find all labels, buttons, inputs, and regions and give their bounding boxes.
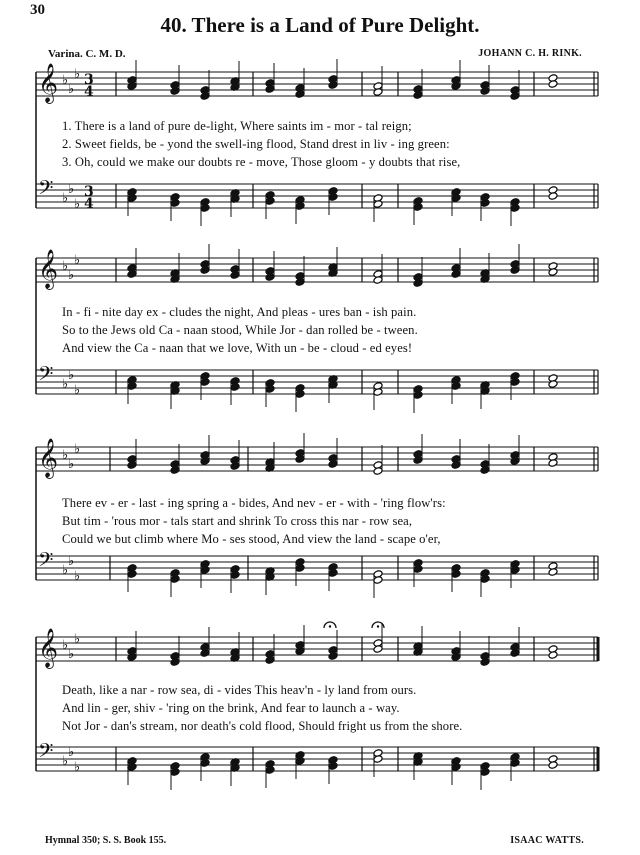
lyric-s4-v2: And lin - ger, shiv - 'ring on the brink, And fear to launch a - way. — [62, 701, 400, 715]
author-credit: ISAAC WATTS. — [510, 835, 584, 846]
key-flat-s4-bass: ♭ — [74, 760, 81, 775]
key-flat-s2-bass: ♭ — [68, 368, 75, 383]
key-flat-s4-bass: ♭ — [68, 745, 75, 760]
time-sig-top-s1-bass: 3 — [84, 184, 94, 200]
time-sig-bottom-s1-bass: 4 — [84, 196, 94, 212]
treble-clef-s1: 𝄞 — [38, 63, 59, 103]
key-flat-s3-treble: ♭ — [62, 448, 69, 463]
key-flat-s3-bass: ♭ — [68, 554, 75, 569]
treble-clef-s4: 𝄞 — [38, 628, 59, 668]
key-flat-s2-treble: ♭ — [74, 253, 81, 268]
lyric-s4-v1: Death, like a nar - row sea, di - vides This heav'n - ly land from ours. — [62, 683, 417, 697]
key-flat-s1-bass: ♭ — [68, 182, 75, 197]
tune-name: Varina. C. M. D. — [48, 48, 126, 60]
key-flat-s4-treble: ♭ — [62, 638, 69, 653]
time-sig-bottom-s1-treble: 4 — [84, 84, 94, 100]
fermata-dot — [329, 625, 331, 627]
fermata-dot — [377, 625, 379, 627]
bass-clef-s1: 𝄢 — [38, 176, 54, 204]
lyric-s3-v3: Could we but climb where Mo - ses stood, And view the land - scape o'er, — [62, 532, 441, 546]
bass-clef-s4: 𝄢 — [38, 739, 54, 767]
lyric-s4-v3: Not Jor - dan's stream, nor death's cold flood, Should fright us from the shore. — [62, 719, 463, 733]
lyric-s2-v2: So to the Jews old Ca - naan stood, While Jor - dan rolled be - tween. — [62, 323, 418, 337]
treble-clef-s3: 𝄞 — [38, 438, 59, 478]
key-flat-s1-treble: ♭ — [68, 82, 75, 97]
key-flat-s3-bass: ♭ — [74, 569, 81, 584]
lyric-s2-v3: And view the Ca - naan that we love, With un - be - cloud - ed eyes! — [62, 341, 413, 355]
page-number: 30 — [30, 2, 45, 18]
key-flat-s2-bass: ♭ — [74, 383, 81, 398]
hymnal-references: Hymnal 350; S. S. Book 155. — [45, 835, 167, 846]
key-flat-s2-bass: ♭ — [62, 377, 69, 392]
key-flat-s4-treble: ♭ — [74, 632, 81, 647]
key-flat-s1-bass: ♭ — [74, 197, 81, 212]
hymn-title: 40. There is a Land of Pure Delight. — [160, 13, 480, 37]
lyric-s3-v1: There ev - er - last - ing spring a - bides, And nev - er - with - 'ring flow'rs: — [62, 496, 446, 510]
lyric-s1-v3: 3. Oh, could we make our doubts re - move, Those gloom - y doubts that rise, — [62, 155, 461, 169]
key-flat-s2-treble: ♭ — [62, 259, 69, 274]
key-flat-s2-treble: ♭ — [68, 268, 75, 283]
bass-clef-s3: 𝄢 — [38, 548, 54, 576]
key-flat-s3-bass: ♭ — [62, 563, 69, 578]
composer-credit: JOHANN C. H. RINK. — [478, 48, 582, 59]
lyric-s1-v2: 2. Sweet fields, be - yond the swell-ing flood, Stand drest in liv - ing green: — [62, 137, 450, 151]
key-flat-s3-treble: ♭ — [68, 457, 75, 472]
lyric-s2-v1: In - fi - nite day ex - cludes the night, And pleas - ures ban - ish pain. — [62, 305, 417, 319]
lyric-s1-v1: 1. There is a land of pure de-light, Where saints im - mor - tal reign; — [62, 119, 412, 133]
lyric-s3-v2: But tim - 'rous mor - tals start and shrink To cross this nar - row sea, — [62, 514, 413, 528]
key-flat-s1-treble: ♭ — [62, 73, 69, 88]
treble-clef-s2: 𝄞 — [38, 249, 59, 289]
bass-clef-s2: 𝄢 — [38, 362, 54, 390]
key-flat-s1-bass: ♭ — [62, 191, 69, 206]
key-flat-s4-bass: ♭ — [62, 754, 69, 769]
key-flat-s1-treble: ♭ — [74, 67, 81, 82]
time-sig-top-s1-treble: 3 — [84, 72, 94, 88]
key-flat-s4-treble: ♭ — [68, 647, 75, 662]
key-flat-s3-treble: ♭ — [74, 442, 81, 457]
